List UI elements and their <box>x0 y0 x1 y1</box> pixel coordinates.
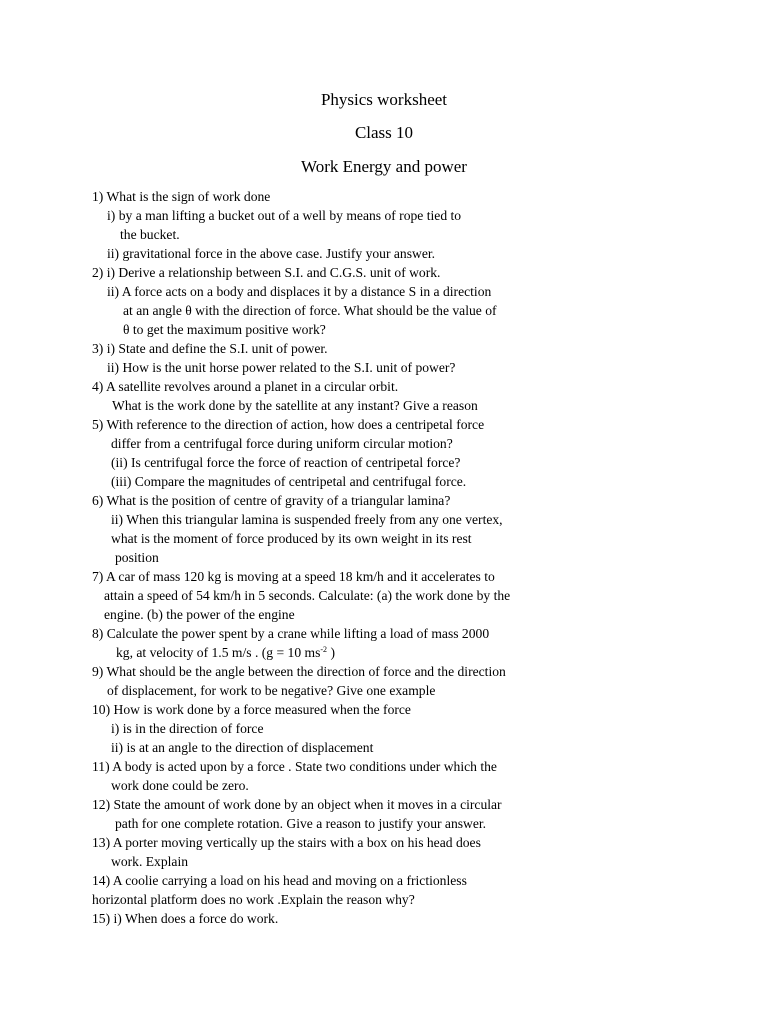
question-14-cont: horizontal platform does no work .Explain the reason why? <box>92 892 415 907</box>
question-7-cont2: engine. (b) the power of the engine <box>104 607 295 622</box>
question-6-ii-cont2: position <box>115 550 159 565</box>
question-12-cont: path for one complete rotation. Give a reason to justify your answer. <box>115 816 487 831</box>
question-8-superscript: -2 <box>320 645 328 654</box>
page-title: Physics worksheet <box>320 90 448 109</box>
question-10-ii: ii) is at an angle to the direction of displacement <box>111 740 374 755</box>
question-3-i: 3) i) State and define the S.I. unit of power. <box>92 341 328 356</box>
question-1-ii: ii) gravitational force in the above case. Justify your answer. <box>107 246 436 261</box>
question-2-i: 2) i) Derive a relationship between S.I. and C.G.S. unit of work. <box>92 265 441 280</box>
question-9-cont: of displacement, for work to be negative? Give one example <box>107 683 436 698</box>
question-13-cont: work. Explain <box>111 854 189 869</box>
question-8-suffix: ) <box>327 645 335 660</box>
question-8: 8) Calculate the power spent by a crane while lifting a load of mass 2000 <box>92 626 490 641</box>
question-11: 11) A body is acted upon by a force . State two conditions under which the <box>92 759 497 774</box>
question-9: 9) What should be the angle between the direction of force and the direction <box>92 664 506 679</box>
question-10: 10) How is work done by a force measured when the force <box>92 702 411 717</box>
question-8-cont <box>116 644 335 662</box>
question-3-ii: ii) How is the unit horse power related to the S.I. unit of power? <box>107 360 456 375</box>
question-12: 12) State the amount of work done by an object when it moves in a circular <box>92 797 502 812</box>
question-13: 13) A porter moving vertically up the stairs with a box on his head does <box>92 835 481 850</box>
question-1-i: i) by a man lifting a bucket out of a well by means of rope tied to <box>107 208 462 223</box>
question-5-ii: (ii) Is centrifugal force the force of reaction of centripetal force? <box>111 455 461 470</box>
question-10-i: i) is in the direction of force <box>111 721 264 736</box>
question-8-cont-text: kg, at velocity of 1.5 m/s . (g = 10 ms <box>116 645 321 660</box>
question-5-iii: (iii) Compare the magnitudes of centripetal and centrifugal force. <box>111 474 467 489</box>
question-2-ii-cont: at an angle θ with the direction of force. What should be the value of <box>123 303 497 318</box>
question-6-ii: ii) When this triangular lamina is suspended freely from any one vertex, <box>111 512 503 527</box>
topic-heading: Work Energy and power <box>301 157 467 176</box>
class-label: Class 10 <box>354 123 414 142</box>
question-5: 5) With reference to the direction of action, how does a centripetal force <box>92 417 485 432</box>
question-7-cont: attain a speed of 54 km/h in 5 seconds. Calculate: (a) the work done by the <box>104 588 511 603</box>
question-15: 15) i) When does a force do work. <box>92 911 279 926</box>
question-1: 1) What is the sign of work done <box>92 189 271 204</box>
question-6: 6) What is the position of centre of gravity of a triangular lamina? <box>92 493 451 508</box>
question-1-i-cont: the bucket. <box>120 227 180 242</box>
question-6-ii-cont: what is the moment of force produced by its own weight in its rest <box>111 531 472 546</box>
question-4-cont: What is the work done by the satellite at any instant? Give a reason <box>112 398 478 413</box>
question-2-ii-cont2: θ to get the maximum positive work? <box>123 322 326 337</box>
question-11-cont: work done could be zero. <box>111 778 249 793</box>
question-4: 4) A satellite revolves around a planet in a circular orbit. <box>92 379 399 394</box>
question-14: 14) A coolie carrying a load on his head and moving on a frictionless <box>92 873 467 888</box>
question-7: 7) A car of mass 120 kg is moving at a speed 18 km/h and it accelerates to <box>92 569 495 584</box>
question-5-cont: differ from a centrifugal force during uniform circular motion? <box>111 436 453 451</box>
question-2-ii: ii) A force acts on a body and displaces it by a distance S in a direction <box>107 284 492 299</box>
